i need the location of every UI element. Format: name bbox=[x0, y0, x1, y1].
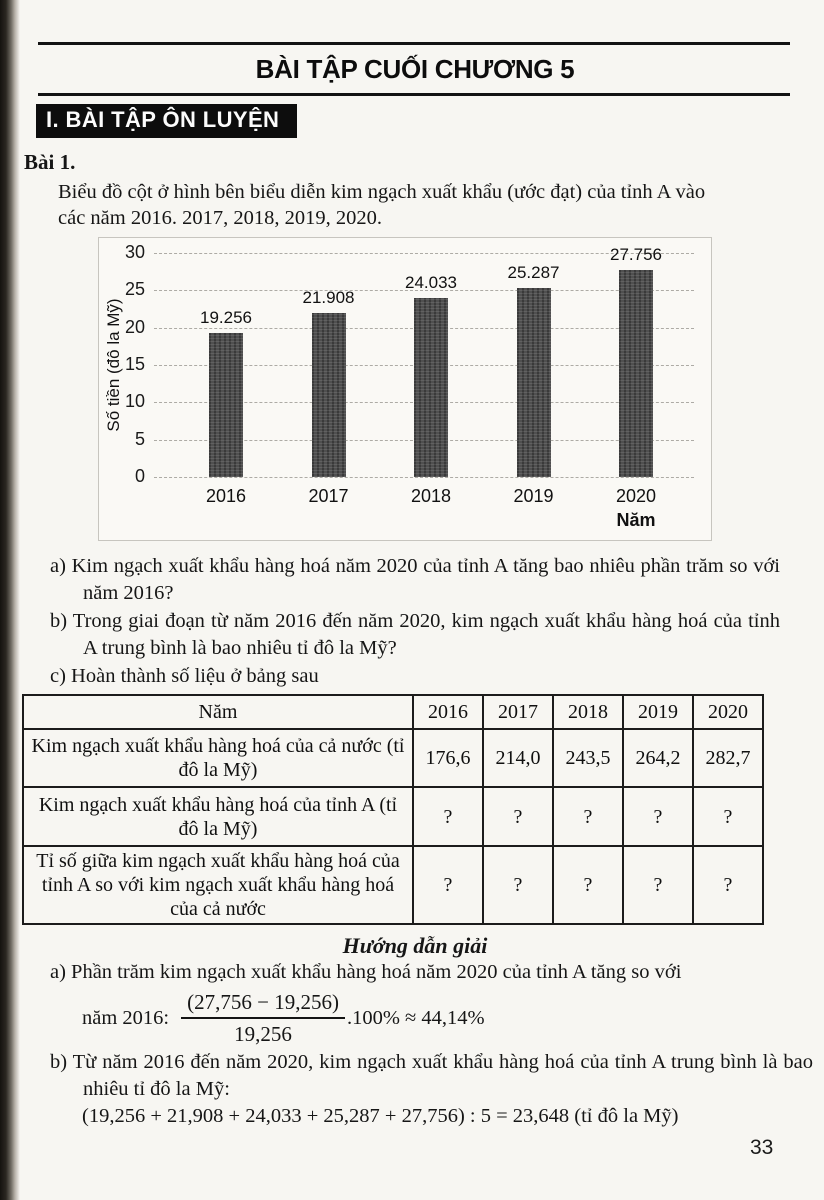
table-header-cell: 2020 bbox=[693, 695, 763, 729]
solution-heading: Hướng dẫn giải bbox=[342, 933, 488, 958]
page-number: 33 bbox=[750, 1136, 774, 1159]
data-table bbox=[22, 694, 764, 925]
y-tick-label: 25 bbox=[124, 279, 145, 300]
table-cell: 264,2 bbox=[623, 729, 693, 787]
solution-b-text: b) Từ năm 2016 đến năm 2020, kim ngạch xuất khẩu hàng hoá của tỉnh A trung bình là bao nhiêu tỉ đô la Mỹ: bbox=[50, 1051, 813, 1100]
y-tick-label: 5 bbox=[134, 428, 145, 449]
bar bbox=[517, 288, 551, 477]
solution-a-result: .100% ≈ 44,14% bbox=[346, 1007, 485, 1029]
bar bbox=[619, 270, 653, 477]
table-cell: ? bbox=[693, 846, 763, 924]
question-list bbox=[50, 553, 780, 690]
section-badge: I. BÀI TẬP ÔN LUYỆN bbox=[36, 104, 297, 138]
fraction-denominator: 19,256 bbox=[234, 1022, 292, 1046]
table-cell: ? bbox=[623, 787, 693, 846]
table-header-cell: Năm bbox=[23, 695, 413, 729]
table-cell: 214,0 bbox=[483, 729, 553, 787]
table-cell: 243,5 bbox=[553, 729, 623, 787]
fraction-numerator: (27,756 − 19,256) bbox=[181, 990, 345, 1019]
table-row-label: Kim ngạch xuất khẩu hàng hoá của cả nước (tỉ đô la Mỹ) bbox=[23, 729, 413, 787]
exercise-heading: Bài 1. bbox=[24, 150, 76, 174]
table-row bbox=[23, 729, 763, 787]
table-cell: 176,6 bbox=[413, 729, 483, 787]
table-header-cell: 2016 bbox=[413, 695, 483, 729]
table-row-label: Tỉ số giữa kim ngạch xuất khẩu hàng hoá của tỉnh A so với kim ngạch xuất khẩu hàng hoá của cả nước bbox=[23, 846, 413, 924]
y-axis-label: Số tiền (đô la Mỹ) bbox=[104, 298, 123, 432]
table-row-label: Kim ngạch xuất khẩu hàng hoá của tỉnh A (tỉ đô la Mỹ) bbox=[23, 787, 413, 846]
intro-line-1: Biểu đồ cột ở hình bên biểu diễn kim ngạch xuất khẩu (ước đạt) của tỉnh A vào bbox=[58, 181, 706, 203]
table-row bbox=[23, 846, 763, 924]
x-category-label: 2018 bbox=[410, 486, 452, 506]
question-b: b) Trong giai đoạn từ năm 2016 đến năm 2020, kim ngạch xuất khẩu hàng hoá của tỉnh A trung bình là bao nhiêu tỉ đô la Mỹ? bbox=[50, 610, 780, 659]
table-cell: ? bbox=[413, 787, 483, 846]
table-header-row bbox=[23, 695, 763, 729]
table-header-cell: 2017 bbox=[483, 695, 553, 729]
y-tick-label: 0 bbox=[134, 466, 145, 486]
bar-value-label: 25.287 bbox=[507, 263, 560, 283]
gridline bbox=[154, 477, 694, 478]
header-rule-bottom bbox=[38, 93, 790, 96]
table-cell: ? bbox=[413, 846, 483, 924]
question-c: c) Hoàn thành số liệu ở bảng sau bbox=[50, 665, 319, 687]
y-tick-label: 20 bbox=[124, 316, 145, 337]
x-category-label: 2016 bbox=[205, 486, 247, 506]
x-category-label: 2019 bbox=[513, 486, 554, 506]
table-cell: ? bbox=[483, 846, 553, 924]
table-row bbox=[23, 787, 763, 846]
bar-value-label: 21.908 bbox=[302, 288, 355, 308]
table-cell: 282,7 bbox=[693, 729, 763, 787]
x-category-label: 2020 bbox=[615, 486, 657, 506]
table-cell: ? bbox=[693, 787, 763, 846]
bar-value-label: 27.756 bbox=[610, 244, 662, 264]
intro-line-2: các năm 2016. 2017, 2018, 2019, 2020. bbox=[58, 207, 382, 229]
table-cell: ? bbox=[623, 846, 693, 924]
question-a: a) Kim ngạch xuất khẩu hàng hoá năm 2020 của tỉnh A tăng bao nhiêu phần trăm so với năm 2016? bbox=[50, 555, 780, 604]
y-tick-label: 30 bbox=[124, 242, 145, 262]
solution-a-prefix: năm 2016: bbox=[82, 1007, 170, 1029]
table-header-cell: 2018 bbox=[553, 695, 623, 729]
bar-value-label: 19.256 bbox=[200, 308, 252, 328]
table-cell: ? bbox=[553, 787, 623, 846]
y-tick-label: 10 bbox=[124, 391, 145, 412]
table-header-cell: 2019 bbox=[623, 695, 693, 729]
x-axis-label: Năm bbox=[616, 510, 656, 530]
table-cell: ? bbox=[483, 787, 553, 846]
solution-a-formula bbox=[82, 990, 794, 1047]
chart-plot bbox=[154, 244, 694, 477]
y-tick-label: 15 bbox=[124, 354, 145, 374]
solution-b-formula: (19,256 + 21,908 + 24,033 + 25,287 + 27,756) : 5 = 23,648 (tỉ đô la Mỹ) bbox=[82, 1105, 679, 1127]
bar-chart bbox=[98, 237, 712, 541]
bar bbox=[312, 313, 346, 477]
bar-value-label: 24.033 bbox=[405, 272, 457, 292]
x-category-label: 2017 bbox=[308, 486, 349, 506]
fraction bbox=[181, 990, 345, 1047]
table-cell: ? bbox=[553, 846, 623, 924]
intro-paragraph bbox=[58, 179, 780, 231]
solution-a-text: a) Phần trăm kim ngạch xuất khẩu hàng hoá năm 2020 của tỉnh A tăng so với bbox=[50, 961, 682, 983]
bar bbox=[414, 298, 448, 477]
page-title: BÀI TẬP CUỐI CHƯƠNG 5 bbox=[255, 54, 575, 84]
bar bbox=[209, 333, 243, 477]
